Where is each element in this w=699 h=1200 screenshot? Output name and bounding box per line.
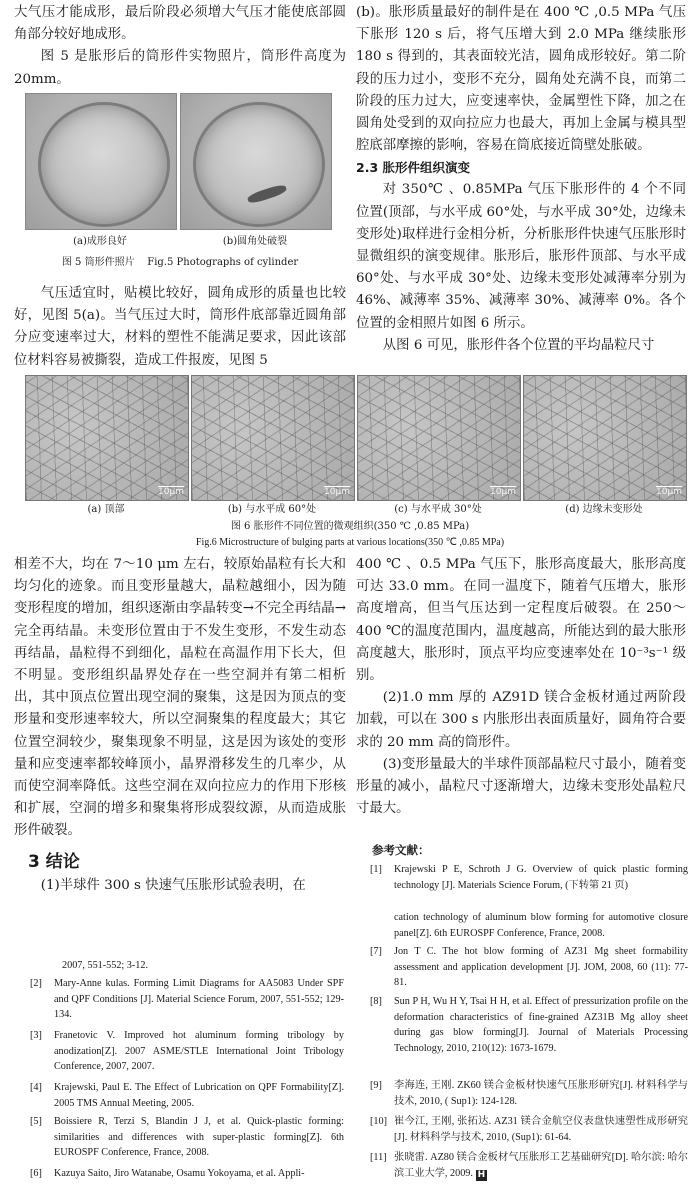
reference-continuation: cation technology of aluminum blow forming for automotive closure panel[Z]. 6th EUROSPF Conference, France, 2008. — [394, 912, 688, 939]
reference-text: 崔今江, 王刚, 张拓达. AZ31 镁合金航空仪表盘快速塑性成形研究[J]. 材料科学与技术, 2010, (Sup1): 61-64. — [394, 1116, 688, 1143]
scale-bar: 10μm — [490, 487, 516, 497]
reference-item — [370, 1150, 688, 1181]
reference-item — [30, 1028, 344, 1075]
left-mid-text — [14, 283, 346, 372]
reference-item — [30, 1114, 344, 1161]
figure-caption-en: Fig.6 Microstructure of bulging parts at various locations(350 ℃ ,0.85 MPa) — [195, 537, 505, 548]
section-heading: 3 结论 — [28, 851, 80, 872]
micrograph-top — [25, 375, 189, 501]
micrograph-edge — [523, 375, 687, 501]
paragraph: 相差不大，均在 7～10 μm 左右，较原始晶粒有长大和均匀化的迹象。而且变形量越大，晶粒越细小，因为随变形程度的增加，组织逐渐由孪晶转变→不完全再结晶→完全再结晶。未变形位置由于不发生变形，不发生动态再结晶，晶粒得不到细化，晶粒在高温作用下长大，但不明显。变形组织晶界处存在一些空洞并有第二相析出，其中顶点位置出现空洞的聚集，这是因为顶点的变形量和变形速率较大，所以空洞聚集的程度最大；其它位置空洞较少，聚集现象不明显，这是因为该处的变形量和应变速率都较峰顶小，晶界滑移发生的几率少，从而使空洞率降低。这些空洞在双向拉应力的作用下形核和扩展，空洞的增多和聚集将形成裂纹源，从而造成胀形件破裂。 — [14, 557, 346, 839]
scale-bar: 10μm — [656, 487, 682, 497]
paragraph: 气压适宜时，贴模比较好，圆角成形的质量也比较好，见图 5(a)。当气压过大时，筒形件底部靠近圆角部分应变速率过大，材料的塑性不能满足要求，因此该部位材料容易被撕裂，造成工件报废，见图 5 — [14, 286, 346, 368]
figure-caption: 图 5 筒形件照片 Fig.5 Photographs of cylinder — [61, 257, 299, 268]
micrograph-60deg — [191, 375, 355, 501]
figure-sub-caption: (a)成形良好 — [73, 236, 127, 247]
figure-sub-caption: (b)圆角处破裂 — [222, 236, 288, 247]
paragraph: (1)半球件 300 s 快速气压胀形试验表明，在 — [40, 877, 306, 893]
paragraph: (b)。胀形质量最好的制件是在 400 ℃ ,0.5 MPa 气压下胀形 120 s 后，将气压增大到 2.0 MPa 继续胀形 180 s 得到的，其表面较光洁，圆角成形较好。第二阶段的压力过小，变形不充分，圆角处充满不良，而第二阶段的压力过大，应变速率快，金属塑性下降，加之在圆角处受到的双向拉应力也最大，再加上金属与模具型腔底部摩擦的影响，容易在筒底接近筒壁处胀破。 — [356, 5, 686, 154]
cylinder-rim — [193, 102, 325, 227]
reference-item — [370, 944, 688, 991]
reference-item — [30, 976, 344, 1023]
paragraph: (3)变形量最大的半球件顶部晶粒尺寸最小，随着变形量的减小，晶粒尺寸逐渐增大，边缘未变形处晶粒尺寸最大。 — [356, 756, 686, 817]
figure-sub-caption: (a) 顶部 — [87, 504, 125, 515]
reference-number: [7] — [370, 946, 382, 957]
references-title: 参考文献： — [372, 843, 430, 857]
reference-number: [11] — [370, 1152, 387, 1163]
scale-bar: 10μm — [324, 487, 350, 497]
reference-number: [5] — [30, 1116, 42, 1127]
right-bottom-text — [356, 554, 686, 820]
reference-text: Mary-Anne kulas. Forming Limit Diagrams for AA5083 Under SPF and QPF Conditions [J]. Material Science Forum, 2007, 551-552; 129-134. — [54, 978, 344, 1021]
reference-number: [6] — [30, 1168, 42, 1179]
reference-text: Krajewski P E, Schroth J G. Overview of quick plastic forming technology [J]. Materials Science Forum, (下转第 21 页) — [394, 864, 688, 891]
micrograph-30deg — [357, 375, 521, 501]
left-top-text — [14, 2, 346, 91]
scale-bar: 10μm — [158, 487, 184, 497]
reference-number: [10] — [370, 1116, 387, 1127]
reference-number: [3] — [30, 1030, 42, 1041]
paragraph: (2)1.0 mm 厚的 AZ91D 镁合金板材通过两阶段加载，可以在 300 s 内胀形出表面质量好，圆角符合要求的 20 mm 高的筒形件。 — [356, 690, 686, 750]
reference-continuation: 2007, 551-552; 3-12. — [62, 960, 149, 971]
reference-number: [4] — [30, 1082, 42, 1093]
reference-item — [370, 1078, 688, 1109]
figure-caption: 图 6 胀形件不同位置的微观组织(350 ℃ ,0.85 MPa) — [230, 521, 470, 532]
reference-text: Sun P H, Wu H Y, Tsai H H, et al. Effect of pressurization profile on the deformation characteristics of fine-grained AZ31B Mg alloy sheet during gas blow forming[J]. Journal of Materials Processing Technology, 2010, 210(12): 1673-1679. — [394, 996, 688, 1054]
section-heading: 2.3 胀形件组织演变 — [356, 160, 470, 176]
reference-text: Boissiere R, Terzi S, Blandin J J, et al. Quick-plastic forming: similarities and differences with super-plastic forming[Z]. 6th EUROSPF Conference, France, 2008. — [54, 1116, 344, 1159]
right-top-text — [356, 2, 686, 357]
paragraph: 对 350℃ 、0.85MPa 气压下胀形件的 4 个不同位置(顶部，与水平成 60°处，与水平成 30°处，边缘未变形处)取样进行金相分析，分析胀形件快速气压胀形时显微组织的演变规律。胀形后，胀形件顶部、与水平成 60°处、与水平成 30°处、边缘未变形处减薄率分别为 46%、减薄率 35%、减薄率 30%、减薄率 0%。各个位置的金相照片如图 6 所示。 — [356, 182, 686, 331]
reference-text: Krajewski, Paul E. The Effect of Lubrication on QPF Formability[Z]. 2005 TMS Annual Meeting, 2005. — [54, 1082, 344, 1109]
reference-item — [370, 994, 688, 1056]
paragraph: 从图 6 可见，胀形件各个位置的平均晶粒尺寸 — [382, 337, 655, 353]
reference-item — [30, 1166, 344, 1182]
paragraph: 400 ℃ 、0.5 MPa 气压下，胀形高度最大，胀形高度可达 33.0 mm。在同一温度下，随着气压增大，胀形高度增高，但当气压达到一定程度后破裂。在 250～400 ℃的温度范围内，温度越高，所能达到的最大胀形高度越大，胀形时，顶点平均应变速率处在 10⁻³s⁻¹ 级别。 — [356, 557, 686, 684]
figure-sub-caption: (d) 边缘未变形处 — [565, 504, 643, 515]
reference-number: [9] — [370, 1080, 382, 1091]
reference-text-content: 张晓雷. AZ80 镁合金板材气压胀形工艺基础研究[D]. 哈尔滨: 哈尔滨工业大学, 2009. — [394, 1152, 688, 1179]
reference-text: Jon T C. The hot blow forming of AZ31 Mg sheet formability assessment and application development [J]. JOM, 2008, 60 (11): 77-81. — [394, 946, 688, 989]
reference-number: [1] — [370, 864, 382, 875]
reference-item — [370, 1114, 688, 1145]
reference-text: 李海连, 王刚. ZK60 镁合金板材快速气压胀形研究[J]. 材料科学与技术, 2010, ( Sup1): 124-128. — [394, 1080, 688, 1107]
reference-text: Franetovic V. Improved hot aluminum forming tribology by anodization[Z]. 2007 ASME/STLE International Joint Tribology Conference, 2007, 2007. — [54, 1030, 344, 1073]
cylinder-photo-good — [25, 93, 177, 230]
figure-sub-caption: (c) 与水平成 30°处 — [394, 504, 482, 515]
reference-number: [8] — [370, 996, 382, 1007]
reference-number: [2] — [30, 978, 42, 989]
cylinder-rim — [38, 102, 170, 227]
reference-text — [394, 1150, 688, 1181]
journal-end-mark-icon: H — [477, 1169, 486, 1180]
cylinder-photo-cracked — [180, 93, 332, 230]
figure-sub-caption: (b) 与水平成 60°处 — [227, 504, 317, 515]
reference-text: Kazuya Saito, Jiro Watanabe, Osamu Yokoyama, et al. Appli- — [54, 1168, 305, 1179]
reference-item — [30, 1080, 344, 1111]
left-bottom-text — [14, 554, 346, 897]
paragraph: 图 5 是胀形后的筒形件实物照片，筒形件高度为 20mm。 — [14, 49, 346, 87]
paragraph: 大气压才能成形，最后阶段必须增大气压才能使底部圆角部分较好地成形。 — [14, 5, 346, 43]
reference-item — [370, 862, 688, 893]
